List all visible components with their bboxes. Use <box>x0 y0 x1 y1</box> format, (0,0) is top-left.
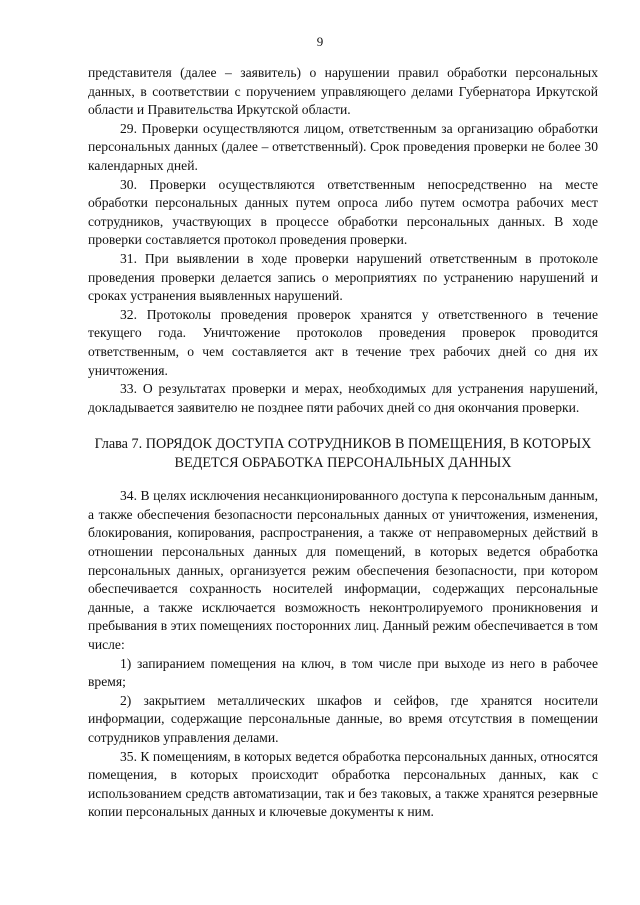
document-body <box>88 64 598 822</box>
paragraph: 29. Проверки осуществляются лицом, ответственным за организацию обработки персональных данных (далее – ответственный). Срок проведения проверки не более 30 календарных дней. <box>88 120 598 173</box>
paragraph: 31. При выявлении в ходе проверки нарушений ответственным в протоколе проведения проверки делается запись о мероприятиях по устранению нарушений и сроках устранения выявленных нарушений. <box>88 250 598 304</box>
paragraph: 2) закрытием металлических шкафов и сейфов, где хранятся носители информации, содержащие персональные данные, во время отсутствия в помещении сотрудников управления делами. <box>88 692 598 745</box>
paragraph: 1) запиранием помещения на ключ, в том числе при выходе из него в рабочее время; <box>88 655 598 690</box>
paragraph: 32. Протоколы проведения проверок хранятся у ответственного в течение текущего года. Уничтожение протоколов проведения проверок проводится ответственным, о чем составляется акт в течение трех рабочих дней со дня их уничтожения. <box>88 306 598 378</box>
page-number: 9 <box>316 34 324 49</box>
chapter-heading: Глава 7. ПОРЯДОК ДОСТУПА СОТРУДНИКОВ В ПОМЕЩЕНИЯ, В КОТОРЫХ ВЕДЕТСЯ ОБРАБОТКА ПЕРСОНАЛЬНЫХ ДАННЫХ <box>94 436 592 472</box>
paragraph: 33. О результатах проверки и мерах, необходимых для устранения нарушений, докладывается заявителю не позднее пяти рабочих дней со дня окончания проверки. <box>88 381 598 415</box>
paragraph: 35. К помещениям, в которых ведется обработка персональных данных, относятся помещения, в которых происходит обработка персональных данных, как с использованием средств автоматизации, так и без таковых, а также хранятся резервные копии персональных данных и ключевые документы к ним. <box>88 748 598 820</box>
paragraph: 34. В целях исключения несанкционированного доступа к персональным данным, а также обеспечения безопасности персональных данных от уничтожения, изменения, блокирования, копирования, распространения, а также от неправомерных действий в отношении персональных данных для помещений, в которых ведется обработка персональных данных, организуется режим обеспечения безопасности, при котором обеспечивается сохранность носителей информации, содержащих персональные данные, а также исключается возможность неконтролируемого проникновения и пребывания в этих помещениях посторонних лиц. Данный режим обеспечивается в том числе: <box>88 488 598 653</box>
paragraphs-bottom <box>88 487 598 822</box>
paragraph: 30. Проверки осуществляются ответственным непосредственно на месте обработки персональных данных путем опроса либо путем осмотра рабочих мест сотрудников, участвующих в процессе обработки персональных данных. В ходе проверки составляется протокол проведения проверки. <box>88 176 598 248</box>
paragraph: представителя (далее – заявитель) о нарушении правил обработки персональных данных, в соответствии с поручением управляющего делами Губернатора Иркутской области и Правительства Иркутской области. <box>88 65 598 118</box>
paragraphs-top <box>88 64 598 417</box>
